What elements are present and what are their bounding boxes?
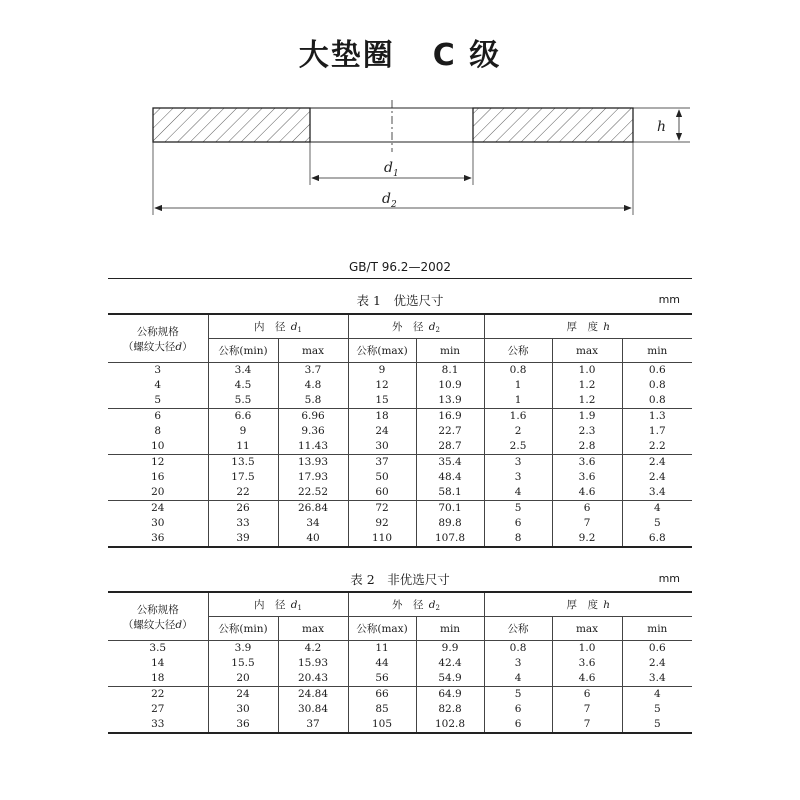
table-cell: 30	[108, 516, 208, 531]
table-cell: 3.6	[552, 455, 622, 471]
header-rule	[108, 278, 692, 279]
table-row	[108, 485, 692, 501]
table-header-row	[108, 592, 692, 617]
table-cell: 6	[108, 409, 208, 425]
table-cell: 2.5	[484, 439, 552, 455]
table-cell: 9.2	[552, 531, 622, 547]
header-thickness-label: 厚 度	[566, 599, 599, 611]
table-cell: 4	[622, 687, 692, 703]
table-cell: 102.8	[416, 717, 484, 733]
header-spec	[108, 592, 208, 641]
table-cell: 12	[108, 455, 208, 471]
header-outer-diameter-label: 外 径	[392, 321, 424, 333]
table-cell: 9	[348, 363, 416, 379]
table2-caption: 表 2 非优选尺寸	[350, 572, 450, 587]
table-cell: 14	[108, 656, 208, 671]
header-min: min	[622, 339, 692, 363]
header-inner-diameter	[208, 592, 348, 617]
table-cell: 9.9	[416, 641, 484, 657]
table-cell: 48.4	[416, 470, 484, 485]
table-cell: 0.6	[622, 363, 692, 379]
table-cell: 15.5	[208, 656, 278, 671]
table-cell: 8.1	[416, 363, 484, 379]
table-cell: 2.3	[552, 424, 622, 439]
table-cell: 4.5	[208, 378, 278, 393]
table-cell: 0.8	[484, 363, 552, 379]
table-cell: 6.8	[622, 531, 692, 547]
table-cell: 5.8	[278, 393, 348, 409]
table-cell: 20	[108, 485, 208, 501]
table-row	[108, 702, 692, 717]
table-cell: 6	[484, 717, 552, 733]
header-inner-diameter	[208, 314, 348, 339]
table-cell: 36	[108, 531, 208, 547]
table-cell: 0.8	[484, 641, 552, 657]
table-cell: 17.93	[278, 470, 348, 485]
table-cell: 72	[348, 501, 416, 517]
table1-unit: mm	[658, 293, 680, 306]
table-cell: 17.5	[208, 470, 278, 485]
dim-d2-label: $d_2$	[382, 191, 397, 210]
header-thickness-symbol: h	[603, 321, 611, 333]
table-cell: 82.8	[416, 702, 484, 717]
table-cell: 37	[278, 717, 348, 733]
table-row	[108, 363, 692, 379]
header-thickness	[484, 592, 692, 617]
table-row	[108, 439, 692, 455]
table-cell: 7	[552, 702, 622, 717]
header-spec-symbol: d	[175, 618, 183, 631]
table-cell: 6.6	[208, 409, 278, 425]
table-cell: 13.9	[416, 393, 484, 409]
header-min: min	[622, 617, 692, 641]
table-cell: 15.93	[278, 656, 348, 671]
table-cell: 30	[208, 702, 278, 717]
table-cell: 7	[552, 516, 622, 531]
table-cell: 18	[348, 409, 416, 425]
header-max: max	[278, 339, 348, 363]
header-thickness-label: 厚 度	[566, 321, 599, 333]
table-cell: 5	[622, 717, 692, 733]
table-cell: 28.7	[416, 439, 484, 455]
table-cell: 15	[348, 393, 416, 409]
table-row	[108, 501, 692, 517]
table-cell: 1.0	[552, 363, 622, 379]
title-main: 大垫圈	[298, 38, 395, 73]
table-cell: 22.7	[416, 424, 484, 439]
table-cell: 6	[484, 702, 552, 717]
table-cell: 24	[348, 424, 416, 439]
table-cell: 5	[622, 516, 692, 531]
table-cell: 4.2	[278, 641, 348, 657]
table-cell: 3	[484, 656, 552, 671]
header-inner-diameter-label: 内 径	[254, 321, 286, 333]
table-cell: 1.6	[484, 409, 552, 425]
washer-drawing	[0, 90, 800, 230]
table-cell: 1.2	[552, 393, 622, 409]
table-cell: 1	[484, 378, 552, 393]
header-inner-diameter-symbol: d	[290, 321, 298, 333]
table-cell: 22	[108, 687, 208, 703]
header-outer-diameter	[348, 314, 484, 339]
table-cell: 33	[108, 717, 208, 733]
table-row	[108, 424, 692, 439]
table-cell: 1.9	[552, 409, 622, 425]
table-cell: 35.4	[416, 455, 484, 471]
table-cell: 24	[108, 501, 208, 517]
table-cell: 0.6	[622, 641, 692, 657]
header-spec-label: 公称规格	[136, 325, 179, 338]
table-cell: 3.4	[622, 485, 692, 501]
table-cell: 58.1	[416, 485, 484, 501]
table-cell: 26	[208, 501, 278, 517]
table-cell: 8	[108, 424, 208, 439]
table-cell: 24	[208, 687, 278, 703]
table-cell: 1.7	[622, 424, 692, 439]
table-row	[108, 531, 692, 547]
header-thickness	[484, 314, 692, 339]
table-cell: 4	[622, 501, 692, 517]
table-row	[108, 516, 692, 531]
table-cell: 5	[484, 687, 552, 703]
header-thickness-symbol: h	[603, 599, 611, 611]
table-row	[108, 687, 692, 703]
table-cell: 6	[552, 501, 622, 517]
table1-caption: 表 1 优选尺寸	[356, 293, 444, 308]
table-cell: 20	[208, 671, 278, 687]
table-cell: 3.9	[208, 641, 278, 657]
table-cell: 34	[278, 516, 348, 531]
table-cell: 27	[108, 702, 208, 717]
header-nominal-max: 公称(max)	[348, 339, 416, 363]
header-inner-diameter-symbol: d	[290, 599, 298, 611]
header-inner-diameter-label: 内 径	[254, 599, 286, 611]
header-nominal: 公称	[484, 617, 552, 641]
table-cell: 107.8	[416, 531, 484, 547]
table-cell: 5	[484, 501, 552, 517]
table-cell: 24.84	[278, 687, 348, 703]
header-nominal: 公称	[484, 339, 552, 363]
table-cell: 44	[348, 656, 416, 671]
header-inner-diameter-subscript: 1	[297, 604, 302, 612]
page-title	[0, 30, 800, 74]
table-cell: 50	[348, 470, 416, 485]
table-cell: 0.8	[622, 393, 692, 409]
table-cell: 22	[208, 485, 278, 501]
table-cell: 26.84	[278, 501, 348, 517]
header-outer-diameter-subscript: 2	[435, 326, 440, 334]
table-cell: 7	[552, 717, 622, 733]
table2	[108, 591, 692, 734]
table-cell: 2.4	[622, 656, 692, 671]
table-cell: 3.4	[208, 363, 278, 379]
header-nominal-min: 公称(min)	[208, 617, 278, 641]
table-header-row	[108, 314, 692, 339]
table-cell: 3.6	[552, 470, 622, 485]
table-cell: 1.0	[552, 641, 622, 657]
dim-h-label: h	[657, 119, 667, 135]
table-cell: 4.8	[278, 378, 348, 393]
table-cell: 2	[484, 424, 552, 439]
header-spec-symbol: d	[175, 340, 183, 353]
table-cell: 6	[484, 516, 552, 531]
table-cell: 8	[484, 531, 552, 547]
table-row	[108, 656, 692, 671]
table-cell: 85	[348, 702, 416, 717]
table-cell: 30	[348, 439, 416, 455]
header-outer-diameter-subscript: 2	[435, 604, 440, 612]
table-cell: 56	[348, 671, 416, 687]
table-cell: 4	[108, 378, 208, 393]
header-min: min	[416, 617, 484, 641]
table-cell: 2.4	[622, 470, 692, 485]
table-cell: 30.84	[278, 702, 348, 717]
table-row	[108, 641, 692, 657]
table-cell: 6.96	[278, 409, 348, 425]
table-cell: 1.2	[552, 378, 622, 393]
header-nominal-max: 公称(max)	[348, 617, 416, 641]
table-cell: 10	[108, 439, 208, 455]
table-cell: 64.9	[416, 687, 484, 703]
table-cell: 16	[108, 470, 208, 485]
table-cell: 11	[348, 641, 416, 657]
table-cell: 11	[208, 439, 278, 455]
table-cell: 42.4	[416, 656, 484, 671]
table-cell: 20.43	[278, 671, 348, 687]
header-min: min	[416, 339, 484, 363]
table-row	[108, 393, 692, 409]
table-cell: 11.43	[278, 439, 348, 455]
table-cell: 5	[108, 393, 208, 409]
table-cell: 37	[348, 455, 416, 471]
table-cell: 2.8	[552, 439, 622, 455]
header-max: max	[552, 617, 622, 641]
header-nominal-min: 公称(min)	[208, 339, 278, 363]
dim-d1-label: $d_1$	[384, 160, 399, 179]
table-row	[108, 409, 692, 425]
table-cell: 1	[484, 393, 552, 409]
table-cell: 9.36	[278, 424, 348, 439]
header-inner-diameter-subscript: 1	[297, 326, 302, 334]
header-max: max	[552, 339, 622, 363]
header-spec-close: ）	[182, 618, 193, 631]
table-cell: 66	[348, 687, 416, 703]
title-grade: C 级	[432, 38, 502, 73]
table-cell: 3.5	[108, 641, 208, 657]
table-cell: 39	[208, 531, 278, 547]
table-cell: 16.9	[416, 409, 484, 425]
header-spec-label: 公称规格	[136, 603, 179, 616]
header-outer-diameter-symbol: d	[428, 599, 436, 611]
table-cell: 13.93	[278, 455, 348, 471]
table-cell: 9	[208, 424, 278, 439]
table-cell: 13.5	[208, 455, 278, 471]
table-cell: 4.6	[552, 485, 622, 501]
table-cell: 5.5	[208, 393, 278, 409]
header-spec-sub: （螺纹大径	[122, 618, 176, 631]
table-cell: 4.6	[552, 671, 622, 687]
header-spec-close: ）	[182, 340, 193, 353]
table-cell: 6	[552, 687, 622, 703]
table-cell: 105	[348, 717, 416, 733]
table-cell: 3.4	[622, 671, 692, 687]
standard-number: GB/T 96.2—2002	[349, 260, 451, 274]
table-cell: 60	[348, 485, 416, 501]
table-cell: 3	[108, 363, 208, 379]
table-cell: 110	[348, 531, 416, 547]
table-row	[108, 671, 692, 687]
header-max: max	[278, 617, 348, 641]
table-cell: 70.1	[416, 501, 484, 517]
table-row	[108, 717, 692, 733]
table-cell: 10.9	[416, 378, 484, 393]
washer-section-right	[473, 108, 633, 142]
washer-section-left	[153, 108, 310, 142]
table-cell: 89.8	[416, 516, 484, 531]
table-cell: 0.8	[622, 378, 692, 393]
table-cell: 3.6	[552, 656, 622, 671]
header-spec-sub: （螺纹大径	[122, 340, 176, 353]
table-cell: 5	[622, 702, 692, 717]
table-cell: 18	[108, 671, 208, 687]
table-cell: 2.4	[622, 455, 692, 471]
table-cell: 22.52	[278, 485, 348, 501]
header-outer-diameter	[348, 592, 484, 617]
table-row	[108, 378, 692, 393]
table-cell: 4	[484, 485, 552, 501]
table-cell: 92	[348, 516, 416, 531]
table-cell: 36	[208, 717, 278, 733]
header-outer-diameter-label: 外 径	[392, 599, 424, 611]
table-row	[108, 455, 692, 471]
table-cell: 4	[484, 671, 552, 687]
table2-body	[108, 592, 692, 733]
table-cell: 2.2	[622, 439, 692, 455]
table1	[108, 313, 692, 548]
table-cell: 1.3	[622, 409, 692, 425]
table-cell: 12	[348, 378, 416, 393]
table2-unit: mm	[658, 572, 680, 585]
table-cell: 3	[484, 470, 552, 485]
header-spec	[108, 314, 208, 363]
table-cell: 33	[208, 516, 278, 531]
table1-body	[108, 314, 692, 547]
table-row	[108, 470, 692, 485]
table-cell: 3	[484, 455, 552, 471]
header-outer-diameter-symbol: d	[428, 321, 436, 333]
table-cell: 40	[278, 531, 348, 547]
table-cell: 54.9	[416, 671, 484, 687]
table-cell: 3.7	[278, 363, 348, 379]
